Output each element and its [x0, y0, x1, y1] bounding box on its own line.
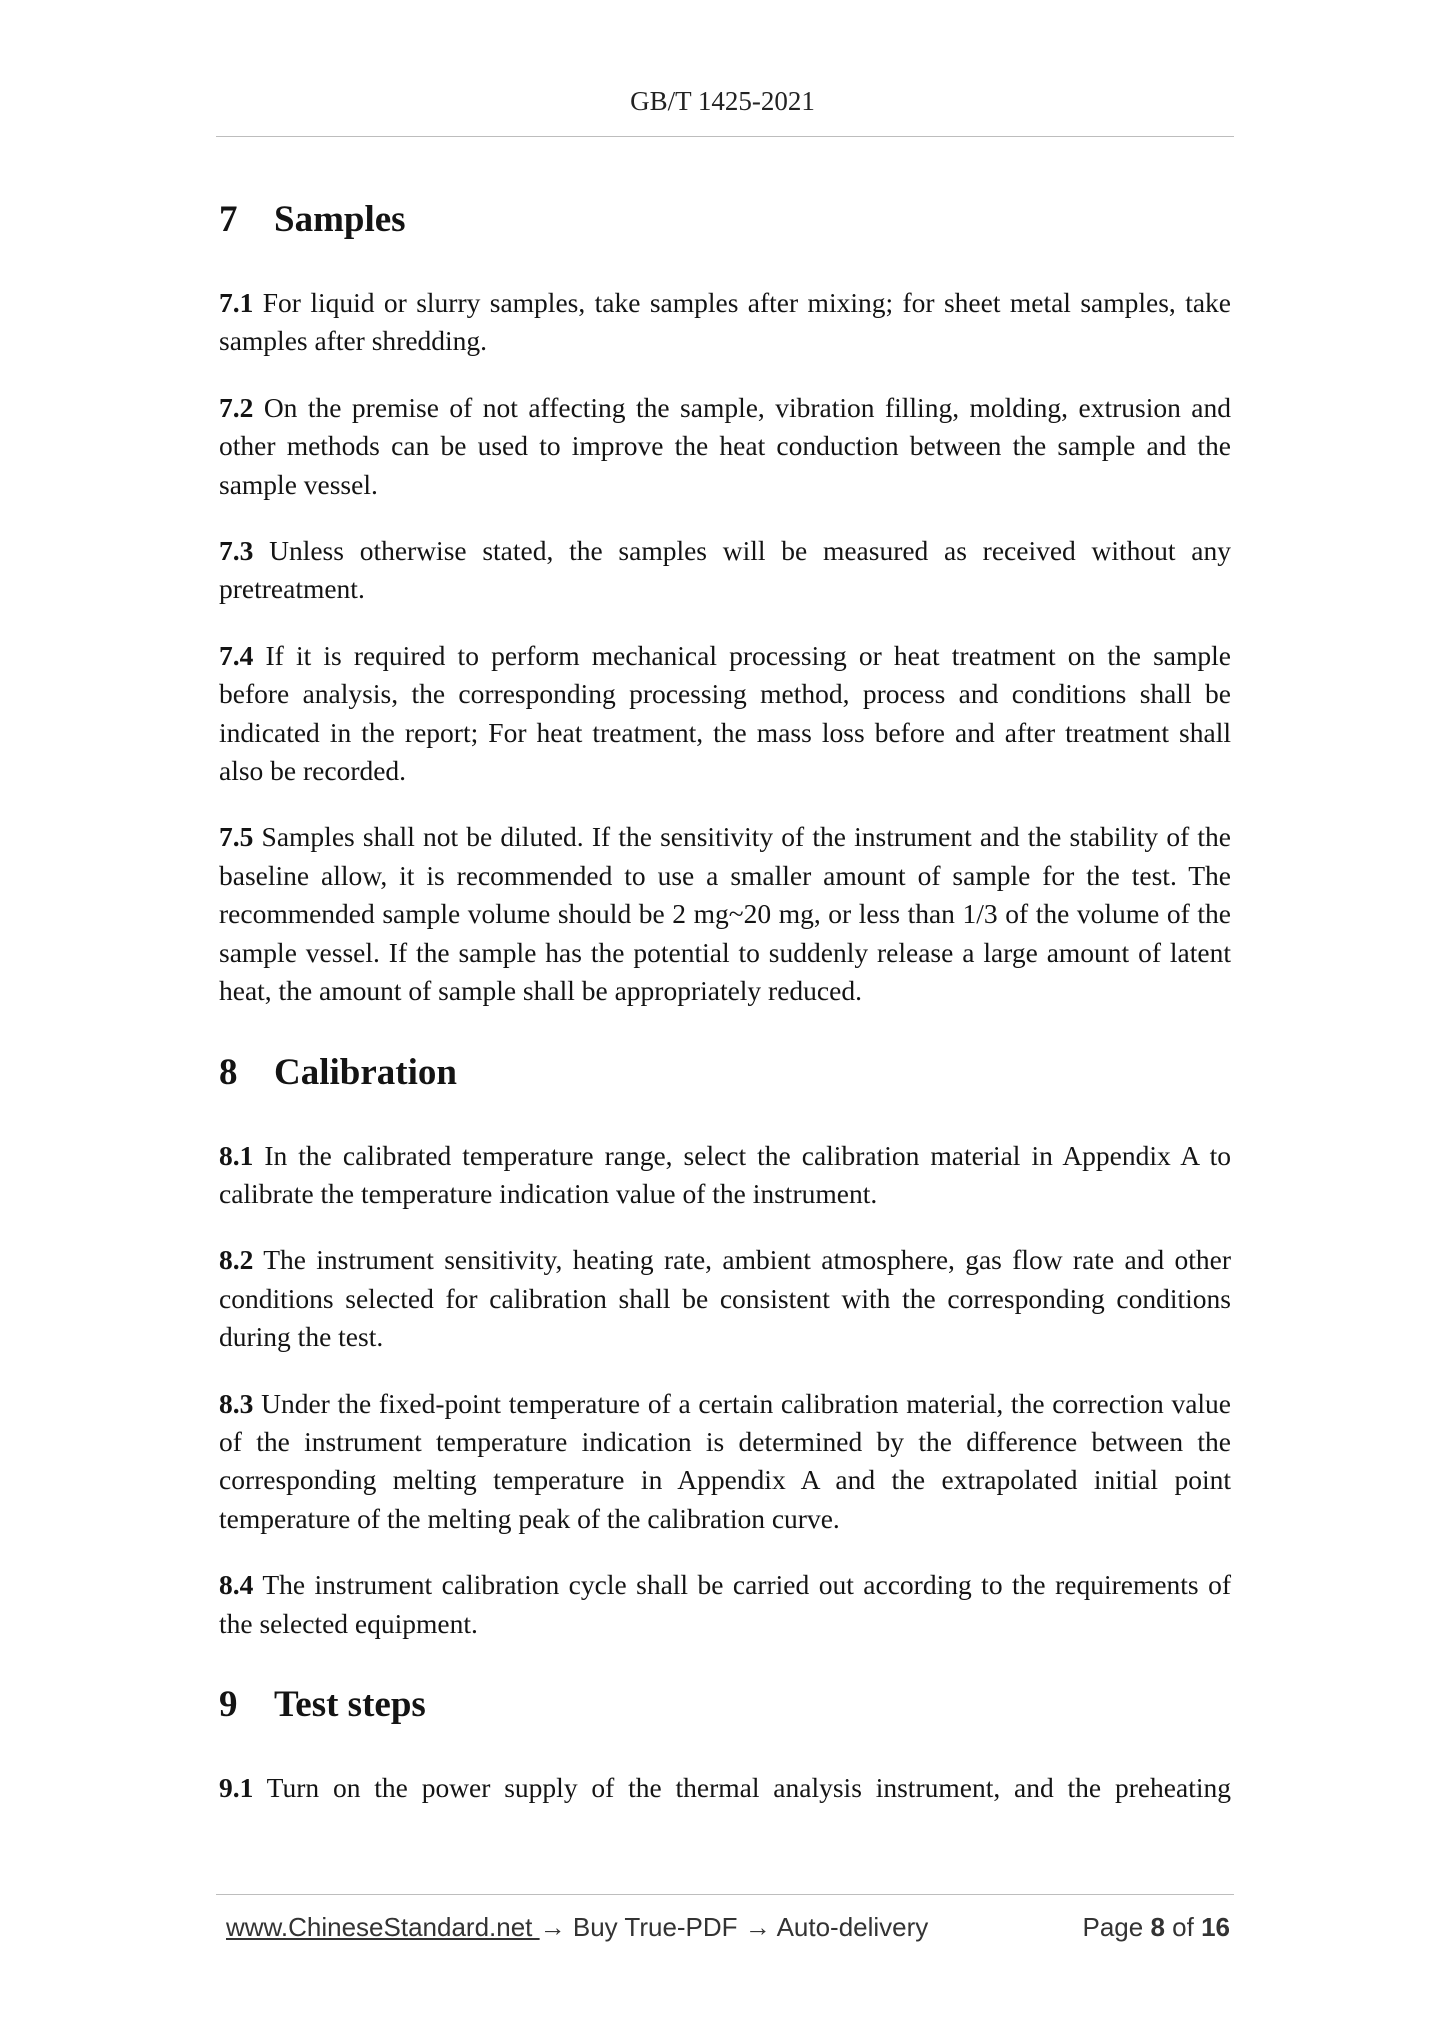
- header-divider: [216, 136, 1234, 137]
- section-title: Test steps: [274, 1683, 426, 1725]
- section-number: 9: [219, 1683, 238, 1725]
- clause-number: 7.4: [219, 639, 254, 671]
- standard-code-header: GB/T 1425-2021: [630, 86, 815, 116]
- clause-text: Under the fixed-point temperature of a certain calibration material, the correction value of the instrument temperature indication is determined by the difference between the corresponding melting temperature in Appendix A and the extrapolated initial point temperature of the melting peak of the calibration curve.: [219, 1387, 1231, 1534]
- clause-8-4: [219, 1566, 1231, 1643]
- clause-8-3: [219, 1385, 1231, 1539]
- total-page-count: 16: [1201, 1912, 1230, 1942]
- section-title: Calibration: [274, 1051, 457, 1093]
- clause-number: 8.1: [219, 1139, 254, 1171]
- clause-number: 7.2: [219, 391, 254, 423]
- page-indicator: [1082, 1912, 1230, 1943]
- section-heading-8: [219, 1049, 1231, 1097]
- clause-7-3: [219, 532, 1231, 609]
- footer-promo-text: → Buy True-PDF → Auto-delivery: [539, 1912, 929, 1942]
- clause-7-5: [219, 818, 1231, 1010]
- clause-text: The instrument calibration cycle shall be carried out according to the requirements of the selected equipment.: [219, 1569, 1231, 1639]
- clause-text: Samples shall not be diluted. If the sensitivity of the instrument and the stability of the baseline allow, it is recommended to use a smaller amount of sample for the test. The recommended sample volume should be 2 mg~20 mg, or less than 1/3 of the volume of the sample vessel. If the sample has the potential to suddenly release a large amount of latent heat, the amount of sample shall be appropriately reduced.: [219, 821, 1231, 1007]
- clause-text: In the calibrated temperature range, select the calibration material in Appendix A to calibrate the temperature indication value of the instrument.: [219, 1139, 1231, 1209]
- clause-text: On the premise of not affecting the sample, vibration filling, molding, extrusion and other methods can be used to improve the heat conduction between the sample and the sample vessel.: [219, 391, 1231, 500]
- footer-promo: [226, 1912, 928, 1943]
- clause-8-2: [219, 1241, 1231, 1356]
- clause-number: 7.3: [219, 535, 254, 567]
- section-number: 7: [219, 199, 238, 240]
- section-title: Samples: [274, 199, 406, 240]
- clause-number: 9.1: [219, 1771, 254, 1803]
- clause-number: 8.4: [219, 1569, 254, 1601]
- page-of-label: of: [1172, 1912, 1194, 1942]
- clause-9-1: [219, 1769, 1231, 1807]
- clause-8-1: [219, 1137, 1231, 1214]
- section-number: 8: [219, 1051, 238, 1093]
- clause-text: For liquid or slurry samples, take samples after mixing; for sheet metal samples, take samples after shredding.: [219, 287, 1231, 357]
- clause-number: 8.3: [219, 1387, 254, 1419]
- clause-7-1: [219, 284, 1231, 361]
- section-heading-7: [219, 196, 1231, 244]
- clause-number: 7.5: [219, 821, 254, 853]
- page-footer: [226, 1912, 1230, 1952]
- clause-7-4: [219, 637, 1231, 791]
- clause-text: The instrument sensitivity, heating rate, ambient atmosphere, gas flow rate and other conditions selected for calibration shall be consistent with the corresponding conditions during the test.: [219, 1244, 1231, 1353]
- current-page-number: 8: [1150, 1912, 1165, 1942]
- section-heading-9: [219, 1681, 1231, 1729]
- chinesestandard-link[interactable]: www.ChineseStandard.net: [226, 1912, 540, 1942]
- clause-text: Unless otherwise stated, the samples will be measured as received without any pretreatment.: [219, 535, 1231, 605]
- clause-number: 8.2: [219, 1244, 254, 1276]
- clause-text: Turn on the power supply of the thermal analysis instrument, and the preheating: [253, 1771, 1231, 1803]
- clause-7-2: [219, 389, 1231, 504]
- clause-number: 7.1: [219, 287, 254, 318]
- clause-text: If it is required to perform mechanical processing or heat treatment on the sample before analysis, the corresponding processing method, process and conditions shall be indicated in the report; For heat treatment, the mass loss before and after treatment shall also be recorded.: [219, 639, 1231, 787]
- page-label: Page: [1082, 1912, 1144, 1942]
- page-body: [219, 196, 1231, 1807]
- footer-divider: [216, 1894, 1234, 1895]
